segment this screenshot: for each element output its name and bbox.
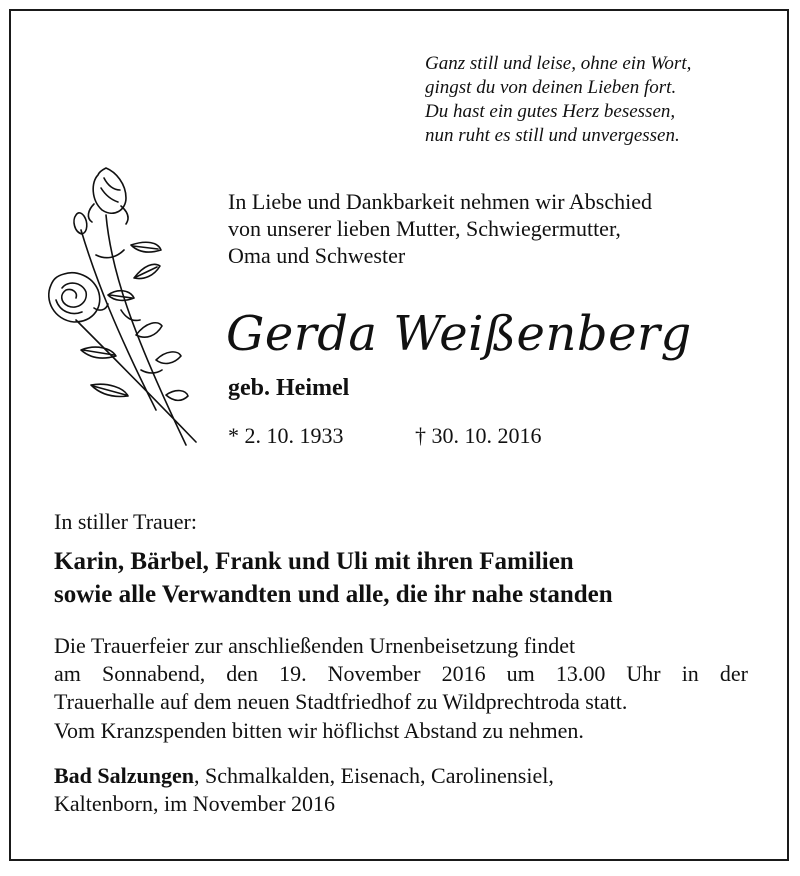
intro-line: Oma und Schwester [228, 243, 406, 268]
mourners-list [54, 545, 613, 611]
places-and-date [54, 762, 554, 818]
ceremony-line: Die Trauerfeier zur anschließenden Urnenbeisetzung findet [54, 633, 576, 658]
poem-line: nun ruht es still und unvergessen. [425, 125, 680, 146]
ceremony-word: November [327, 661, 421, 686]
ceremony-line-justified [54, 660, 748, 688]
ceremony-word: am [54, 661, 81, 686]
ceremony-word: Uhr [626, 661, 661, 686]
ceremony-word: Sonnabend, [101, 661, 206, 686]
intro-line: In Liebe und Dankbarkeit nehmen wir Abschied [228, 189, 652, 214]
poem [425, 52, 775, 148]
poem-line: gingst du von deinen Lieben fort. [425, 77, 677, 98]
ceremony-word: in [681, 661, 699, 686]
ceremony-line: Trauerhalle auf dem neuen Stadtfriedhof zu Wildprechtroda statt. [54, 689, 628, 714]
ceremony-info [54, 632, 748, 716]
ceremony-word: um [506, 661, 535, 686]
mourners-line: Karin, Bärbel, Frank und Uli mit ihren Familien [54, 548, 574, 575]
life-dates [228, 423, 542, 449]
wreath-note: Vom Kranzspenden bitten wir höflichst Abstand zu nehmen. [54, 718, 584, 743]
other-places: , Schmalkalden, Eisenach, Carolinensiel, [194, 763, 554, 788]
ceremony-word: 19. [279, 661, 307, 686]
poem-line: Du hast ein gutes Herz besessen, [425, 101, 676, 122]
death-date: † 30. 10. 2016 [415, 423, 542, 448]
rose-illustration-icon [36, 160, 206, 450]
poem-line: Ganz still und leise, ohne ein Wort, [425, 53, 692, 74]
ceremony-word: 2016 [441, 661, 486, 686]
birth-date: * 2. 10. 1933 [228, 423, 344, 448]
deceased-name: Gerda Weißenberg [226, 306, 692, 362]
birth-name: geb. Heimel [228, 375, 350, 401]
mourners-line: sowie alle Verwandten und alle, die ihr nahe standen [54, 581, 613, 608]
ceremony-word: der [719, 661, 748, 686]
ceremony-word: den [226, 661, 259, 686]
main-place: Bad Salzungen [54, 763, 194, 788]
farewell-intro [228, 188, 768, 269]
intro-line: von unserer lieben Mutter, Schwiegermutter, [228, 216, 621, 241]
places-line [54, 762, 554, 790]
ceremony-word: 13.00 [555, 661, 606, 686]
mourners-label: In stiller Trauer: [54, 509, 197, 534]
places-date-line: Kaltenborn, im November 2016 [54, 791, 336, 816]
